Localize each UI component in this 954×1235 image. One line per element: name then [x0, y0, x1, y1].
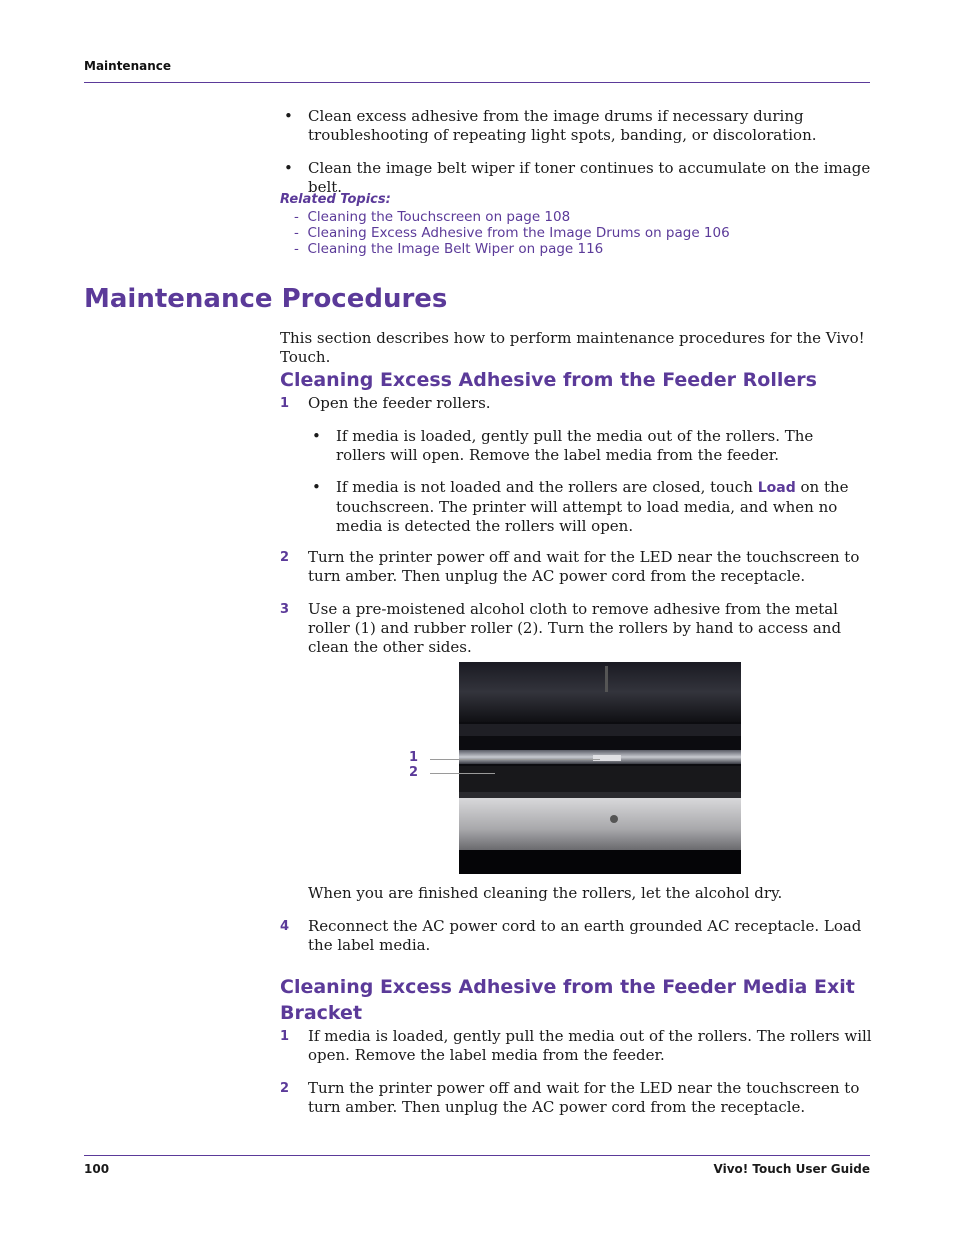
- footer-rule: [84, 1155, 870, 1156]
- intro-bullet-1: Clean excess adhesive from the image drums if necessary during troubleshooting of repeating light spots, banding, or discoloration.: [308, 107, 817, 144]
- bullet-icon: •: [284, 107, 293, 125]
- section1-step1: Open the feeder rollers.: [308, 394, 491, 412]
- section2-heading-line1: Cleaning Excess Adhesive from the Feeder Media Exit: [280, 976, 855, 998]
- page-number: 100: [84, 1162, 110, 1176]
- related-link-belt-wiper[interactable]: [294, 241, 603, 257]
- section1-after-photo: When you are finished cleaning the rollers, let the alcohol dry.: [308, 884, 783, 902]
- link-dash: -: [294, 225, 299, 241]
- bullet-icon: •: [284, 159, 293, 177]
- section2-step2: Turn the printer power off and wait for the LED near the touchscreen to turn amber. Then unplug the AC power cord from the receptacle.: [308, 1079, 860, 1116]
- guide-title: Vivo! Touch User Guide: [713, 1162, 870, 1176]
- callout-2: 2: [409, 765, 419, 780]
- bullet2-text-before: If media is not loaded and the rollers are closed, touch: [336, 478, 758, 496]
- callout-line-1: [430, 759, 600, 760]
- section1-step3: Use a pre-moistened alcohol cloth to remove adhesive from the metal roller (1) and rubber roller (2). Turn the rollers by hand to access and clean the other sides.: [308, 600, 842, 656]
- related-topics-title: Related Topics:: [280, 192, 391, 207]
- bullet-icon: •: [312, 478, 321, 496]
- related-link-label[interactable]: Cleaning the Image Belt Wiper on page 116: [307, 241, 604, 257]
- step-number: 2: [280, 550, 290, 565]
- related-link-touchscreen[interactable]: [294, 209, 570, 225]
- step-number: 1: [280, 396, 290, 411]
- section1-step4: Reconnect the AC power cord to an earth grounded AC receptacle. Load the label media.: [308, 917, 862, 954]
- intro-bullet-2: Clean the image belt wiper if toner continues to accumulate on the image belt.: [308, 159, 871, 196]
- bullet2-text-after: on the touchscreen. The printer will attempt to load media, and when no media is detected the rollers will open.: [336, 478, 849, 535]
- feeder-rollers-photo: [459, 662, 741, 874]
- link-dash: -: [294, 209, 299, 225]
- section1-step1-bullet1: If media is loaded, gently pull the media out of the rollers. The rollers will open. Remove the label media from the feeder.: [336, 427, 814, 464]
- section1-heading: Cleaning Excess Adhesive from the Feeder Rollers: [280, 369, 817, 391]
- section2-heading: [280, 974, 870, 1026]
- main-intro: This section describes how to perform maintenance procedures for the Vivo! Touch.: [280, 329, 865, 366]
- load-button-label: Load: [757, 480, 796, 496]
- running-header: Maintenance: [84, 59, 172, 73]
- related-link-label[interactable]: Cleaning the Touchscreen on page 108: [307, 209, 571, 225]
- header-rule: [84, 82, 870, 83]
- bullet-icon: •: [312, 427, 321, 445]
- step-number: 4: [280, 919, 290, 934]
- related-link-label[interactable]: Cleaning Excess Adhesive from the Image Drums on page 106: [307, 225, 730, 241]
- page-title: Maintenance Procedures: [84, 284, 448, 314]
- section2-heading-line2: Bracket: [280, 1002, 363, 1024]
- step-number: 3: [280, 602, 290, 617]
- callout-line-2: [430, 773, 495, 774]
- link-dash: -: [294, 241, 299, 257]
- step-number: 1: [280, 1029, 290, 1044]
- step-number: 2: [280, 1081, 290, 1096]
- callout-1: 1: [409, 750, 419, 765]
- related-link-image-drums[interactable]: [294, 225, 730, 241]
- section1-step1-bullet2: [336, 478, 866, 536]
- rollers-illustration: [459, 662, 741, 874]
- section2-step1: If media is loaded, gently pull the media out of the rollers. The rollers will open. Remove the label media from the feeder.: [308, 1027, 872, 1064]
- section1-step2: Turn the printer power off and wait for the LED near the touchscreen to turn amber. Then unplug the AC power cord from the receptacle.: [308, 548, 860, 585]
